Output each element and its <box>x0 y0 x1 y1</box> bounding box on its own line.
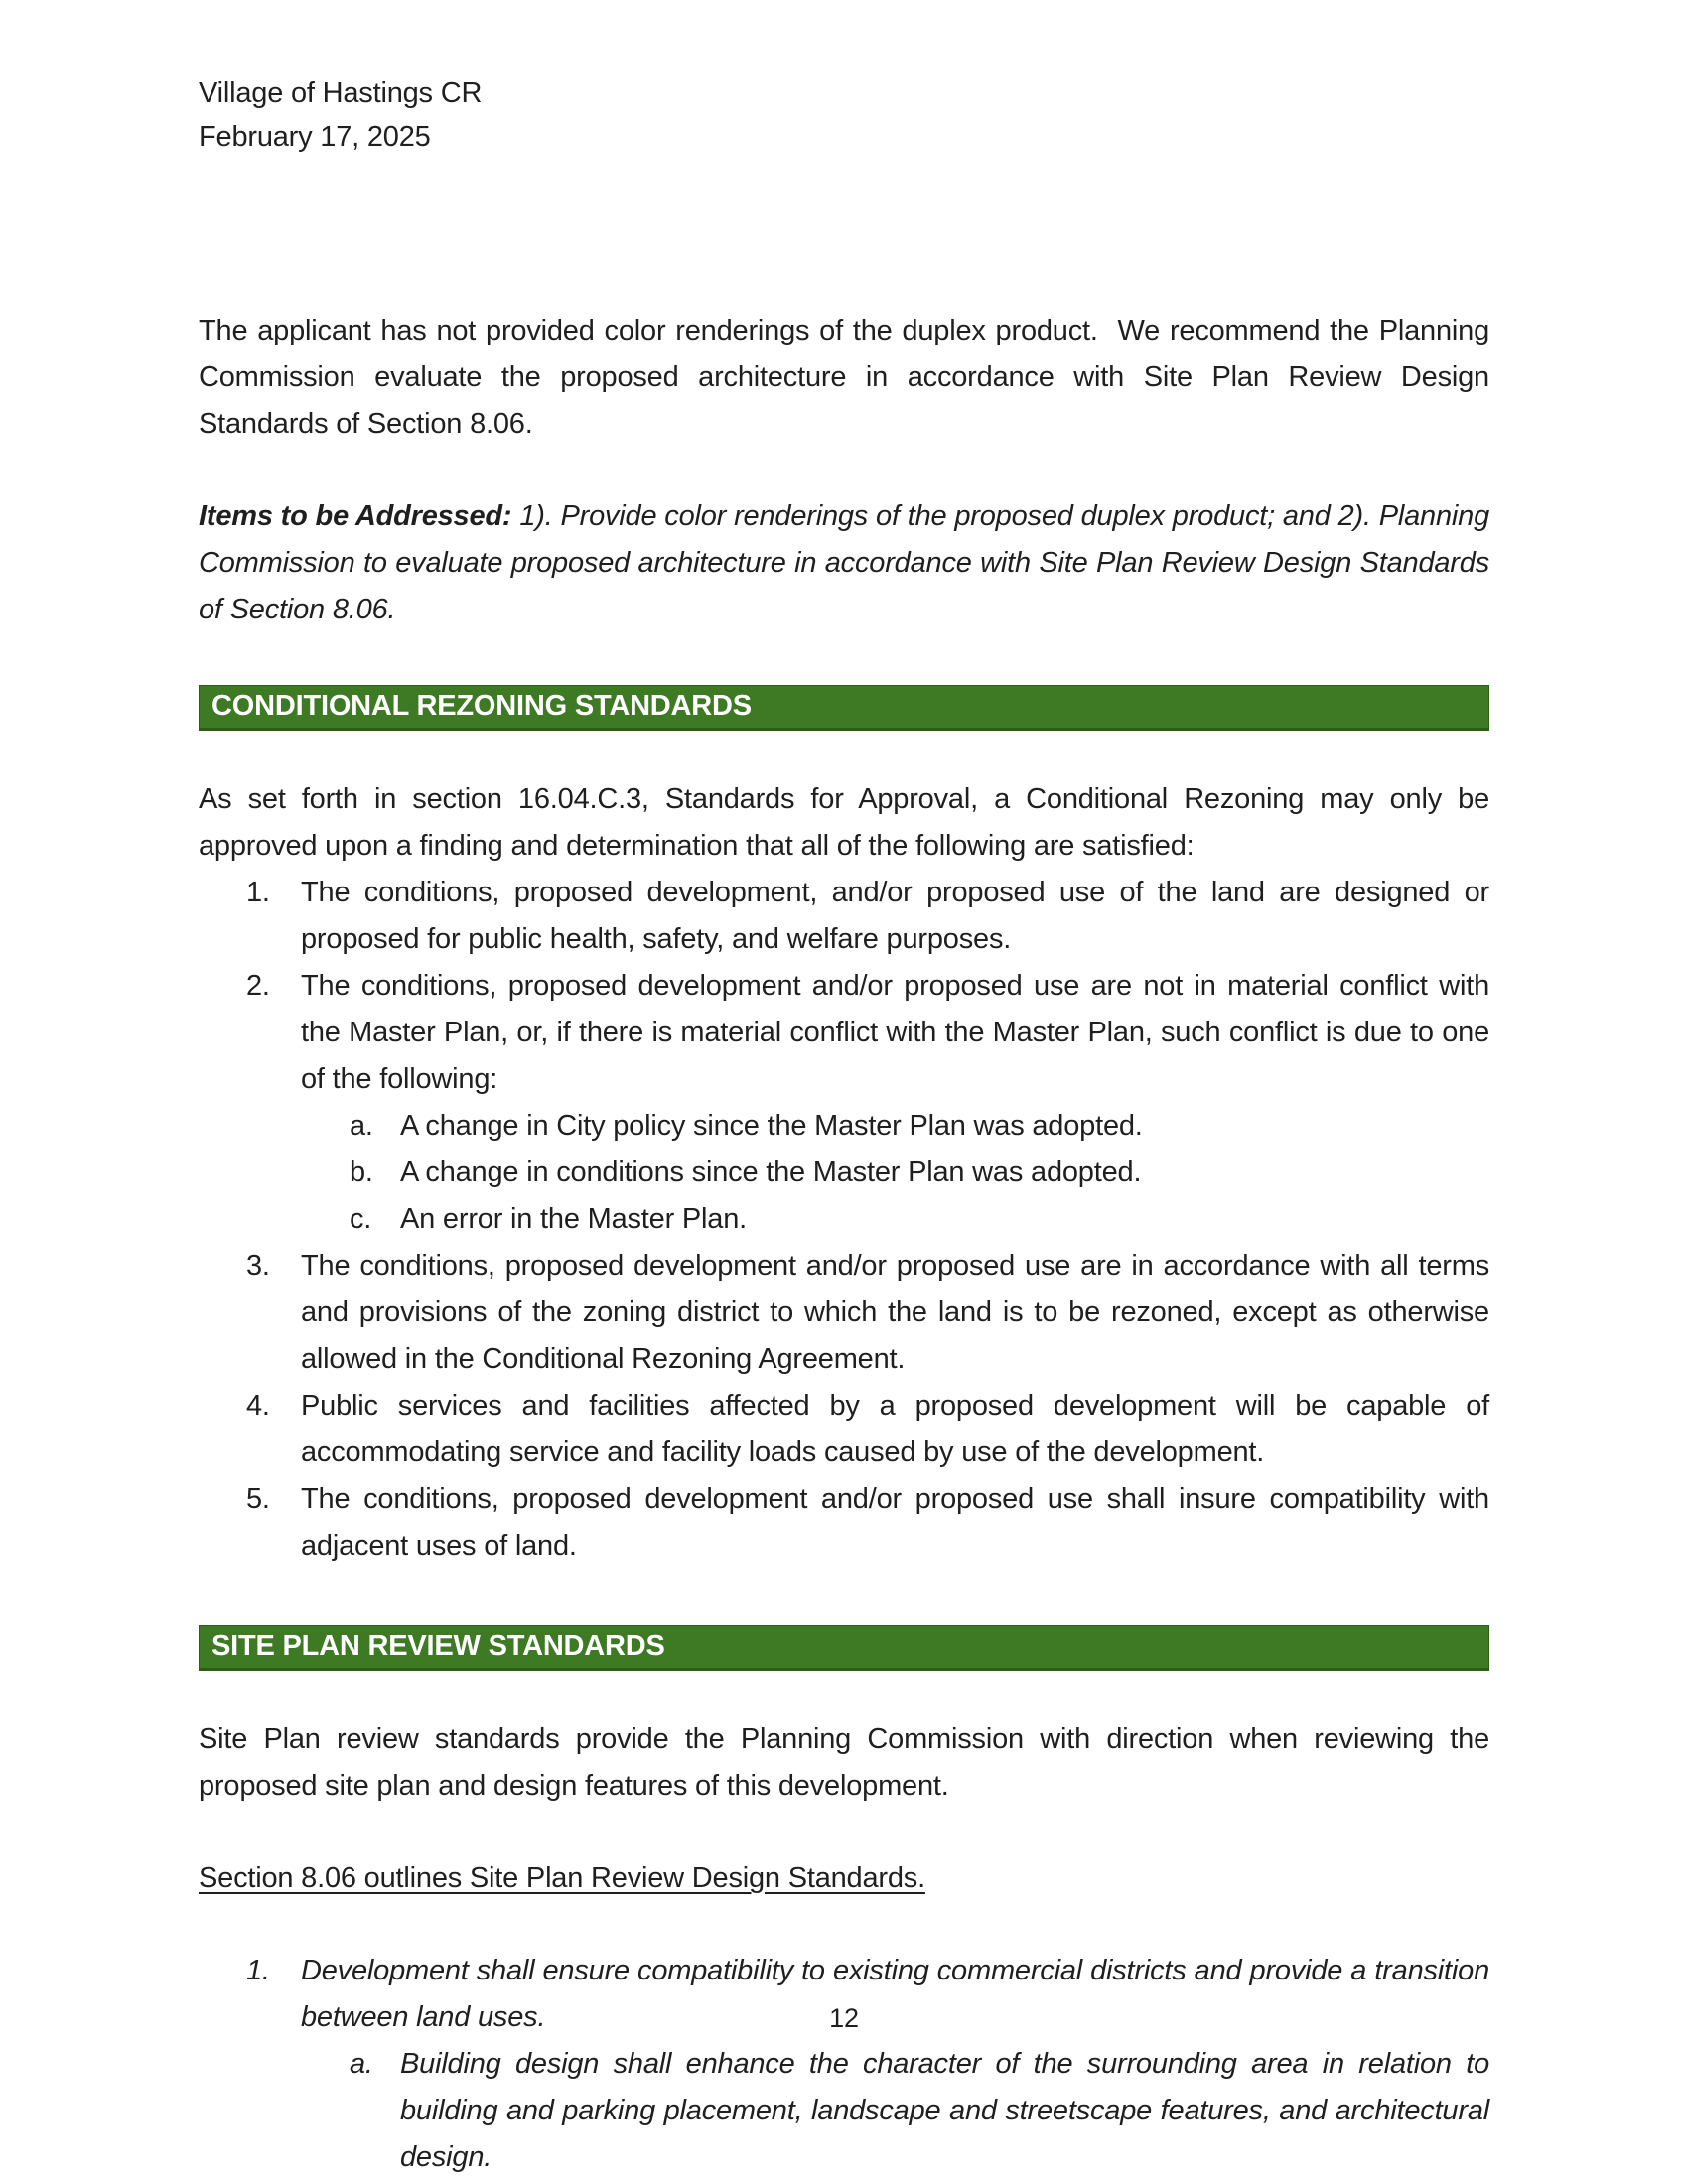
site-plan-design-standards-list <box>199 1948 1489 2181</box>
section-8-06-underlined-heading: Section 8.06 outlines Site Plan Review Design Standards. <box>199 1862 925 1894</box>
section-title: SITE PLAN REVIEW STANDARDS <box>211 1630 665 1662</box>
list-item <box>199 1383 1489 1476</box>
list-item <box>199 870 1489 963</box>
list-item-text: The conditions, proposed development and/or proposed use are not in material conflict with the Master Plan, or, if there is material conflict with the Master Plan, such conflict is due to one of the following: <box>301 970 1489 1095</box>
document-header <box>0 0 1688 159</box>
list-subitem <box>199 1103 1489 1150</box>
list-item-number: 3. <box>246 1250 270 1282</box>
header-date: February 17, 2025 <box>199 121 431 153</box>
list-subitem-letter: a. <box>350 2048 373 2080</box>
paragraph-color-renderings: The applicant has not provided color renderings of the duplex product. We recommend the Planning Commission evaluate the proposed architecture in accordance with Site Plan Review Design Standards of Section 8.06. <box>199 315 1489 440</box>
section-header-conditional-rezoning-standards <box>199 685 1489 731</box>
list-subitem-text: A change in conditions since the Master Plan was adopted. <box>400 1157 1142 1188</box>
list-item <box>199 1243 1489 1383</box>
list-item <box>199 963 1489 1103</box>
items-to-be-addressed-text: 1). Provide color renderings of the proposed duplex product; and 2). Planning Commission to evaluate proposed architecture in accordance with Site Plan Review Design Standards of Section 8.06. <box>199 500 1489 625</box>
list-item-number: 1. <box>246 1955 270 1986</box>
list-item-number: 1. <box>246 877 270 908</box>
list-item-number: 5. <box>246 1483 270 1515</box>
list-subitem-letter: c. <box>350 1203 372 1235</box>
list-subitem <box>199 1150 1489 1196</box>
list-subitem-text: A change in City policy since the Master Plan was adopted. <box>400 1110 1143 1142</box>
list-item-text: Public services and facilities affected by a proposed development will be capable of accommodating service and facility loads caused by use of the development. <box>301 1390 1489 1468</box>
list-subitem <box>199 2041 1489 2181</box>
document-body <box>0 308 1688 2181</box>
conditional-rezoning-list <box>199 870 1489 1570</box>
section-header-site-plan-review-standards <box>199 1625 1489 1671</box>
list-subitem <box>199 1196 1489 1243</box>
list-item-text: The conditions, proposed development and/or proposed use are in accordance with all terms and provisions of the zoning district to which the land is to be rezoned, except as otherwise allowed in the Conditional Rezoning Agreement. <box>301 1250 1489 1375</box>
page-number: 12 <box>829 2003 859 2033</box>
section-title: CONDITIONAL REZONING STANDARDS <box>211 690 752 722</box>
list-subitem-letter: b. <box>350 1157 373 1188</box>
items-to-be-addressed-label: Items to be Addressed: <box>199 500 512 532</box>
list-item-text: The conditions, proposed development and/or proposed use shall insure compatibility with adjacent uses of land. <box>301 1483 1489 1562</box>
conditional-rezoning-lead: As set forth in section 16.04.C.3, Standards for Approval, a Conditional Rezoning may only be approved upon a finding and determination that all of the following are satisfied: <box>199 783 1489 862</box>
list-item-text: The conditions, proposed development, and/or proposed use of the land are designed or proposed for public health, safety, and welfare purposes. <box>301 877 1489 955</box>
list-subitem-text: Building design shall enhance the character of the surrounding area in relation to building and parking placement, landscape and streetscape features, and architectural design. <box>400 2048 1489 2173</box>
list-item <box>199 1476 1489 1570</box>
list-subitem-text: An error in the Master Plan. <box>400 1203 747 1235</box>
site-plan-lead: Site Plan review standards provide the Planning Commission with direction when reviewing the proposed site plan and design features of this development. <box>199 1723 1489 1802</box>
paragraph-items-to-be-addressed <box>199 493 1489 633</box>
header-organization: Village of Hastings CR <box>199 77 483 109</box>
list-item-text: Development shall ensure compatibility to existing commercial districts and provide a transition between land uses. <box>301 1955 1489 2033</box>
list-item-number: 4. <box>246 1390 270 1422</box>
list-subitem-letter: a. <box>350 1110 373 1142</box>
list-item-number: 2. <box>246 970 270 1002</box>
